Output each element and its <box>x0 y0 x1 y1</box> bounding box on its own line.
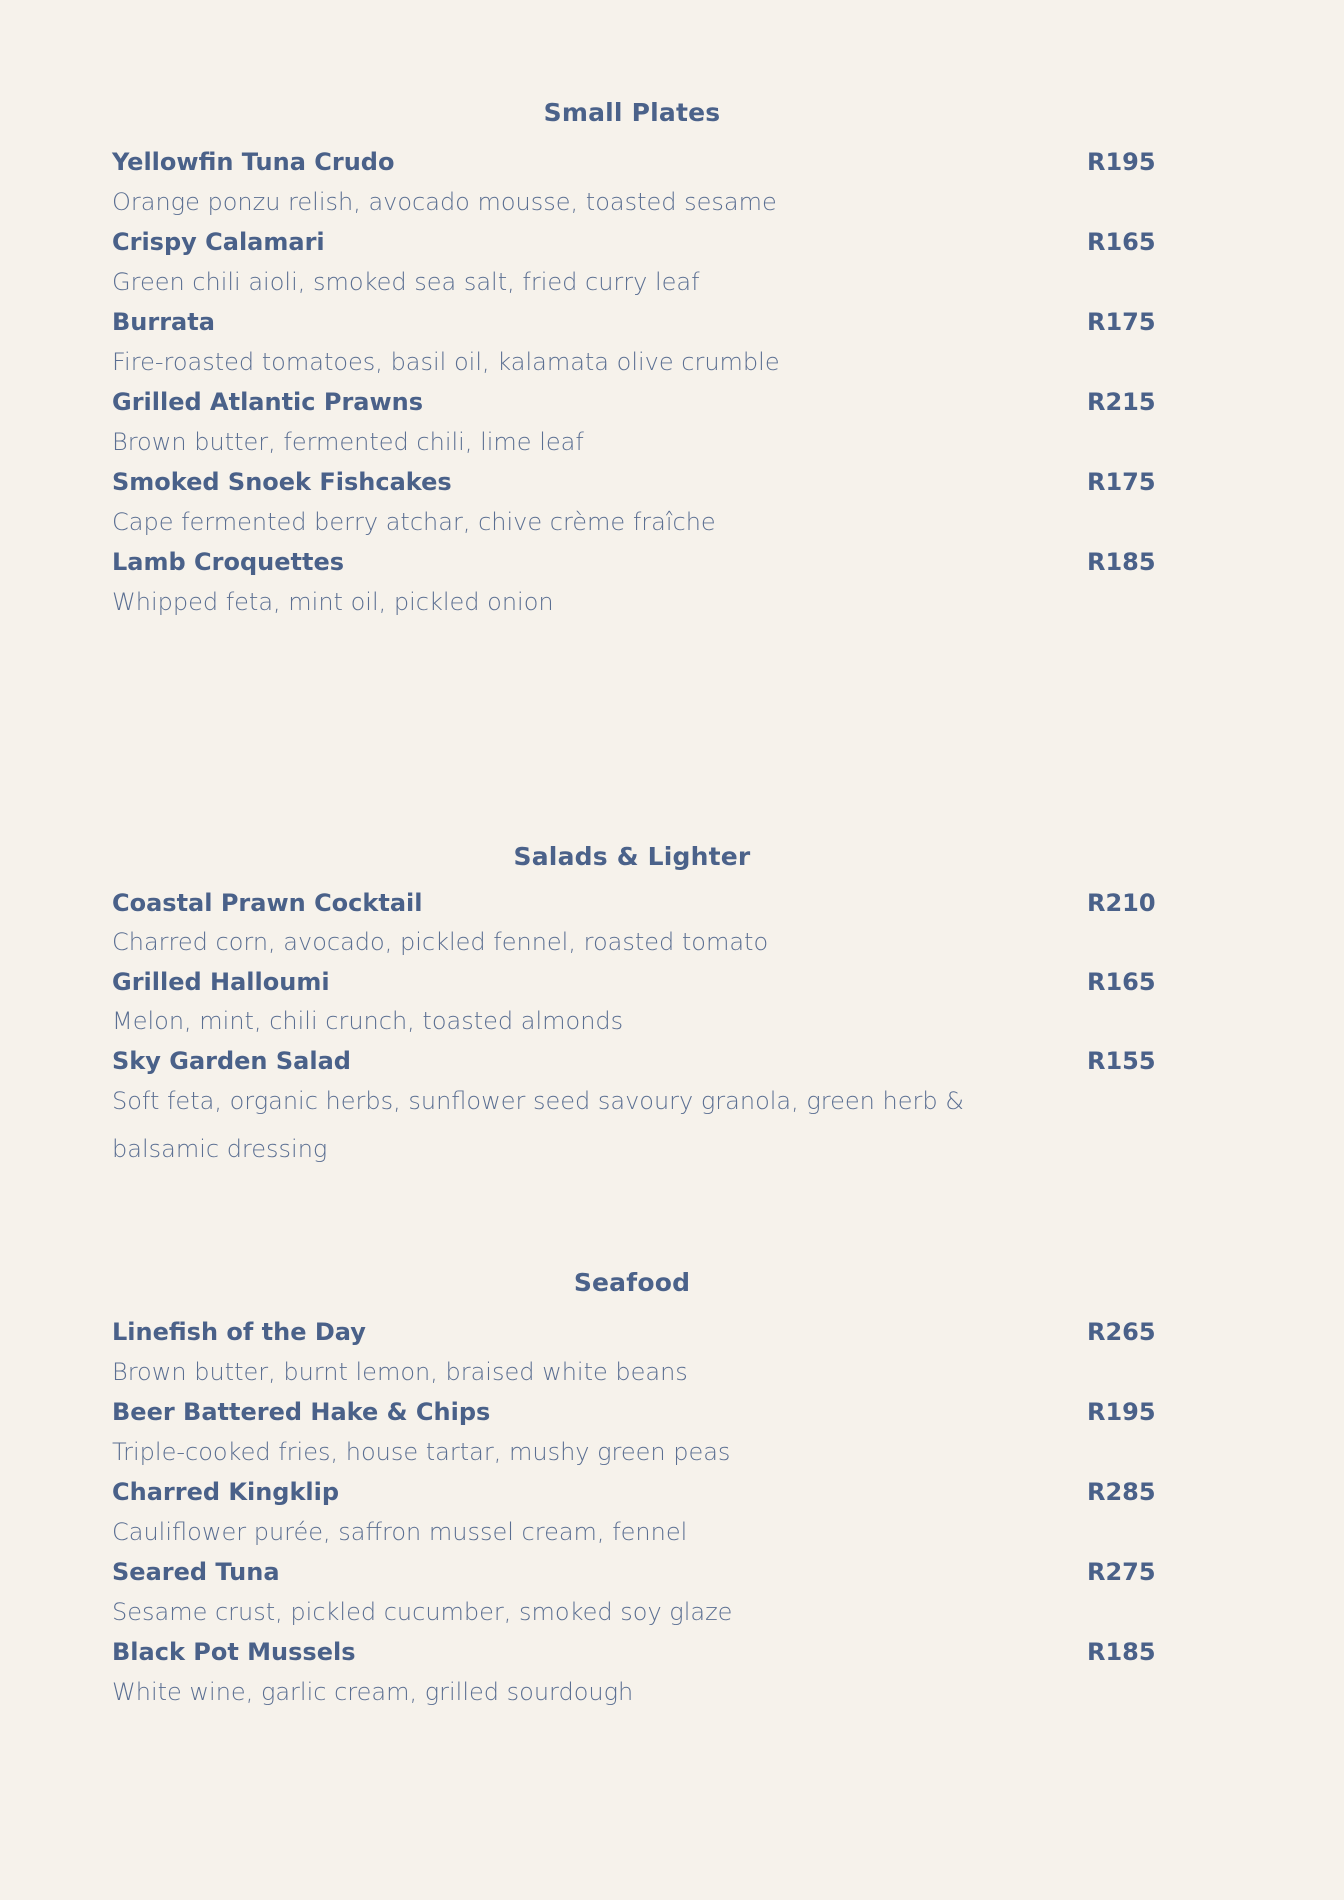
section-salads-lighter <box>112 842 1156 1173</box>
menu-item <box>112 1557 1156 1637</box>
menu-item <box>112 387 1156 467</box>
item-description: Cauliflower purée, saffron mussel cream, fennel <box>112 1518 688 1546</box>
item-description: Charred corn, avocado, pickled fennel, roasted tomato <box>112 928 769 956</box>
item-name: Burrata <box>112 308 215 336</box>
item-name: Coastal Prawn Cocktail <box>112 889 423 917</box>
item-price: R175 <box>1087 468 1156 496</box>
item-price: R155 <box>1087 1047 1156 1075</box>
item-price: R175 <box>1087 308 1156 336</box>
menu-item <box>112 147 1156 227</box>
item-name: Seared Tuna <box>112 1558 280 1586</box>
menu-item <box>112 967 1156 1046</box>
section-title: Salads & Lighter <box>513 842 751 871</box>
item-description: Fire-roasted tomatoes, basil oil, kalamata olive crumble <box>112 348 780 376</box>
item-description: Melon, mint, chili crunch, toasted almonds <box>112 1007 624 1035</box>
item-name: Smoked Snoek Fishcakes <box>112 468 452 496</box>
item-price: R195 <box>1087 1398 1156 1426</box>
item-description: Brown butter, fermented chili, lime leaf <box>112 428 584 456</box>
menu-item <box>112 547 1156 626</box>
menu-item <box>112 227 1156 307</box>
item-description: Whipped feta, mint oil, pickled onion <box>112 588 554 616</box>
item-price: R185 <box>1087 1638 1156 1666</box>
item-price: R275 <box>1087 1558 1156 1586</box>
menu-item <box>112 888 1156 967</box>
item-name: Linefish of the Day <box>112 1318 366 1346</box>
menu-item <box>112 1637 1156 1716</box>
section-small-plates <box>112 98 1156 626</box>
item-price: R210 <box>1087 889 1156 917</box>
menu-item <box>112 307 1156 387</box>
item-name: Grilled Atlantic Prawns <box>112 388 424 416</box>
item-description: Cape fermented berry atchar, chive crème fraîche <box>112 508 716 536</box>
item-price: R215 <box>1087 388 1156 416</box>
item-name: Beer Battered Hake & Chips <box>112 1398 491 1426</box>
section-seafood <box>112 1268 1156 1716</box>
menu-item <box>112 467 1156 547</box>
item-price: R165 <box>1087 968 1156 996</box>
menu-item <box>112 1046 1156 1173</box>
item-name: Grilled Halloumi <box>112 968 330 996</box>
item-name: Sky Garden Salad <box>112 1047 351 1075</box>
item-price: R195 <box>1087 148 1156 176</box>
section-title: Seafood <box>573 1268 691 1297</box>
item-description: Soft feta, organic herbs, sunflower seed savoury granola, green herb & balsamic dressing <box>112 1087 964 1163</box>
item-price: R285 <box>1087 1478 1156 1506</box>
menu-item <box>112 1317 1156 1397</box>
item-description: Orange ponzu relish, avocado mousse, toasted sesame <box>112 188 777 216</box>
item-name: Lamb Croquettes <box>112 548 345 576</box>
item-description: White wine, garlic cream, grilled sourdough <box>112 1678 634 1706</box>
item-name: Crispy Calamari <box>112 228 325 256</box>
item-name: Charred Kingklip <box>112 1478 340 1506</box>
item-description: Green chili aioli, smoked sea salt, fried curry leaf <box>112 268 700 296</box>
item-name: Yellowfin Tuna Crudo <box>112 148 395 176</box>
item-name: Black Pot Mussels <box>112 1638 356 1666</box>
item-description: Sesame crust, pickled cucumber, smoked soy glaze <box>112 1598 733 1626</box>
item-price: R165 <box>1087 228 1156 256</box>
item-description: Triple-cooked fries, house tartar, mushy green peas <box>112 1438 731 1466</box>
menu-item <box>112 1477 1156 1557</box>
item-description: Brown butter, burnt lemon, braised white beans <box>112 1358 688 1386</box>
item-price: R265 <box>1087 1318 1156 1346</box>
section-title: Small Plates <box>543 98 721 127</box>
item-price: R185 <box>1087 548 1156 576</box>
menu-item <box>112 1397 1156 1477</box>
